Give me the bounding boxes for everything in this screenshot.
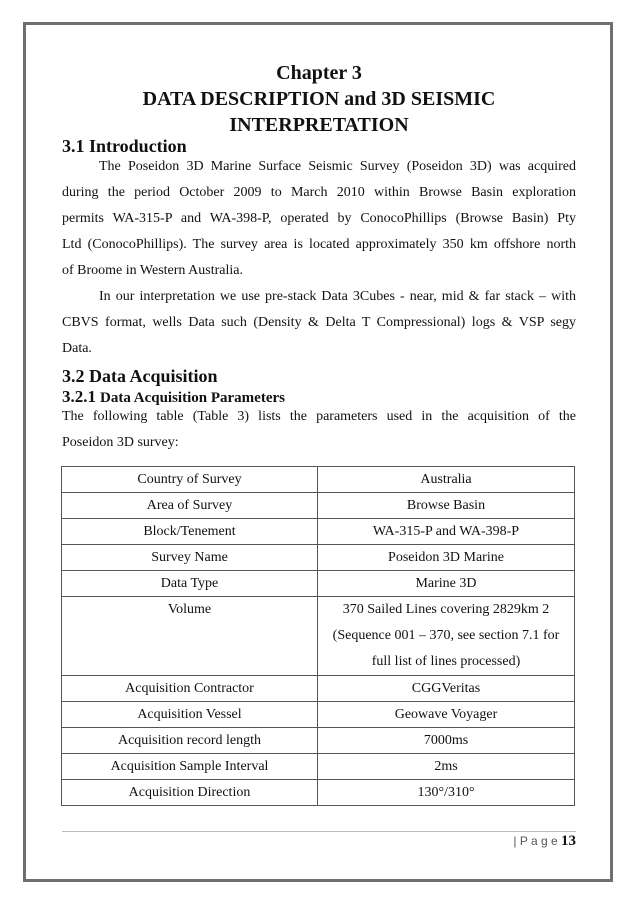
value-line: Poseidon 3D Marine bbox=[388, 550, 504, 565]
acquisition-parameters-table bbox=[61, 466, 575, 806]
table-row bbox=[62, 571, 575, 597]
text-line: CBVS format, wells Data such (Density & Delta T Compressional) logs & VSP segy bbox=[62, 315, 576, 330]
parameter-value-cell bbox=[318, 467, 575, 493]
value-line: full list of lines processed) bbox=[371, 654, 521, 669]
text-line: of Broome in Western Australia. bbox=[62, 263, 243, 278]
parameter-name-cell: Volume bbox=[62, 597, 318, 676]
value-line: 130°/310° bbox=[417, 785, 475, 800]
value-line: (Sequence 001 – 370, see section 7.1 for bbox=[332, 628, 560, 643]
parameter-value-cell bbox=[318, 754, 575, 780]
text-line: The Poseidon 3D Marine Surface Seismic Survey (Poseidon 3D) was acquired bbox=[99, 159, 576, 174]
parameter-name-cell: Area of Survey bbox=[62, 493, 318, 519]
value-line: Geowave Voyager bbox=[394, 707, 498, 722]
table-row bbox=[62, 780, 575, 806]
value-line: WA-315-P and WA-398-P bbox=[372, 524, 520, 539]
text-line: during the period October 2009 to March 2010 within Browse Basin exploration bbox=[62, 185, 576, 200]
table-row bbox=[62, 676, 575, 702]
section-3-2-heading: 3.2 Data Acquisition bbox=[62, 366, 218, 386]
footer-rule bbox=[62, 831, 576, 832]
parameter-name-cell: Acquisition Contractor bbox=[62, 676, 318, 702]
parameter-value-cell bbox=[318, 676, 575, 702]
value-line: 2ms bbox=[434, 759, 458, 774]
value-line: Australia bbox=[420, 472, 472, 487]
table-row bbox=[62, 519, 575, 545]
table-row bbox=[62, 597, 575, 676]
parameter-name-cell: Country of Survey bbox=[62, 467, 318, 493]
parameter-value-cell bbox=[318, 571, 575, 597]
chapter-number: Chapter 3 bbox=[276, 62, 362, 84]
text-line: The following table (Table 3) lists the parameters used in the acquisition of the bbox=[62, 409, 576, 424]
table-row bbox=[62, 545, 575, 571]
parameter-value-cell bbox=[318, 493, 575, 519]
table-intro-paragraph bbox=[62, 404, 576, 456]
value-line: CGGVeritas bbox=[411, 681, 481, 696]
chapter-title-line2: INTERPRETATION bbox=[229, 114, 409, 136]
value-line: 7000ms bbox=[423, 733, 469, 748]
subsection-number: 3.2.1 bbox=[62, 387, 96, 406]
parameter-value-cell bbox=[318, 702, 575, 728]
value-line: Marine 3D bbox=[415, 576, 477, 591]
page-label: P a g e bbox=[519, 834, 558, 848]
subsection-title: Data Acquisition Parameters bbox=[100, 390, 285, 406]
text-line: In our interpretation we use pre-stack Data 3Cubes - near, mid & far stack – with bbox=[99, 289, 576, 304]
value-line: 370 Sailed Lines covering 2829km 2 bbox=[342, 602, 550, 617]
footer-separator: | bbox=[513, 834, 517, 848]
parameter-value-cell bbox=[318, 597, 575, 676]
parameter-name-cell: Data Type bbox=[62, 571, 318, 597]
parameter-name-cell: Acquisition Direction bbox=[62, 780, 318, 806]
parameter-value-cell bbox=[318, 519, 575, 545]
table-row bbox=[62, 493, 575, 519]
table-row bbox=[62, 467, 575, 493]
parameter-name-cell: Block/Tenement bbox=[62, 519, 318, 545]
table-row bbox=[62, 754, 575, 780]
parameter-value-cell bbox=[318, 545, 575, 571]
text-line: Ltd (ConocoPhillips). The survey area is located approximately 350 km offshore north bbox=[62, 237, 576, 252]
table-row bbox=[62, 702, 575, 728]
section-3-1-heading: 3.1 Introduction bbox=[62, 136, 187, 156]
parameter-name-cell: Survey Name bbox=[62, 545, 318, 571]
intro-paragraph bbox=[62, 154, 576, 362]
page-number: 13 bbox=[561, 833, 576, 849]
page-footer bbox=[513, 833, 576, 850]
parameter-name-cell: Acquisition Vessel bbox=[62, 702, 318, 728]
table-row bbox=[62, 728, 575, 754]
text-line: Data. bbox=[62, 341, 92, 356]
text-line: Poseidon 3D survey: bbox=[62, 435, 179, 450]
parameter-name-cell: Acquisition Sample Interval bbox=[62, 754, 318, 780]
text-line: permits WA-315-P and WA-398-P, operated by ConocoPhillips (Browse Basin) Pty bbox=[62, 211, 576, 226]
parameter-name-cell: Acquisition record length bbox=[62, 728, 318, 754]
parameter-value-cell bbox=[318, 728, 575, 754]
parameter-value-cell bbox=[318, 780, 575, 806]
value-line: Browse Basin bbox=[406, 498, 486, 513]
chapter-title-line1: DATA DESCRIPTION and 3D SEISMIC bbox=[142, 88, 496, 110]
